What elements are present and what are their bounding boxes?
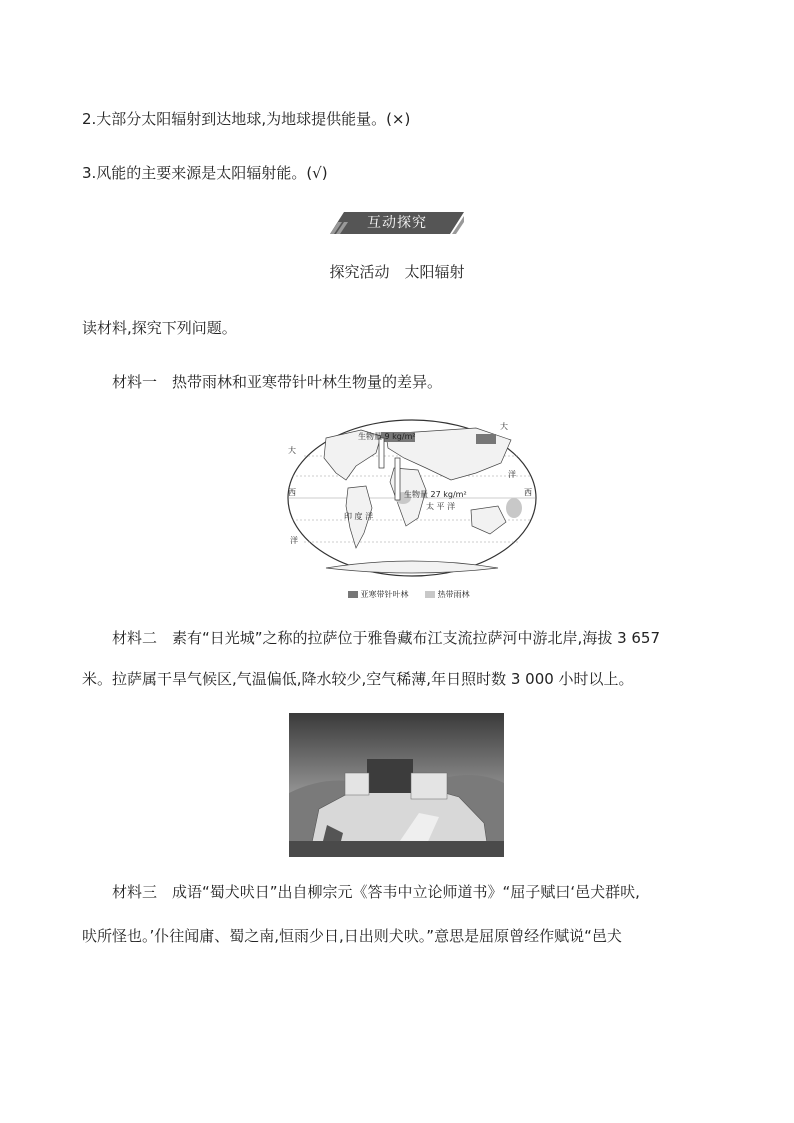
legend-conifer-label: 亚寒带针叶林 [360,590,409,599]
world-map-figure [286,418,539,604]
legend-conifer-swatch [348,591,358,598]
biomass-rainforest-label: 生物量 27 kg/m² [404,490,467,499]
section-banner-label: 互动探究 [367,215,427,231]
ocean-label-1: 大 [288,446,296,455]
biomass-conifer-label: 生物量 9 kg/m² [358,432,416,441]
ocean-label-7: 洋 [508,470,516,479]
potala-palace-illustration [289,713,504,857]
ocean-label-5: 太 平 洋 [426,502,456,511]
conifer-region-eurasia [476,434,496,444]
material-2-line-2: 米。拉萨属干旱气候区,气温偏低,降水较少,空气稀薄,年日照时数 3 000 小时以上。 [82,670,634,688]
activity-title: 探究活动 太阳辐射 [329,263,465,281]
instruction: 读材料,探究下列问题。 [82,319,237,337]
statement-3: 3.风能的主要来源是太阳辐射能。(√) [82,164,328,182]
rainforest-region-amazon [506,498,522,518]
potala-palace-photo [289,713,504,857]
ocean-label-4: 印 度 洋 [344,512,374,521]
legend-rainforest-swatch [425,591,435,598]
ocean-label-2: 西 [288,488,296,497]
ocean-label-8: 西 [524,488,532,497]
section-banner [330,212,464,234]
statement-2: 2.大部分太阳辐射到达地球,为地球提供能量。(×) [82,110,411,128]
material-3-line-1: 材料三 成语“蜀犬吠日”出自柳宗元《答韦中立论师道书》“屈子赋曰‘邑犬群吠, [112,883,640,901]
material-2-line-1: 材料二 素有“日光城”之称的拉萨位于雅鲁藏布江支流拉萨河中游北岸,海拔 3 657 [112,629,661,647]
ocean-label-6: 大 [500,422,508,431]
world-biomass-map [286,418,539,604]
material-3-line-2: 吠所怪也。’仆往闻庸、蜀之南,恒雨少日,日出则犬吠。”意思是屈原曾经作赋说“邑犬 [82,927,622,945]
ocean-label-3: 洋 [290,536,298,545]
legend-rainforest-label: 热带雨林 [437,590,470,599]
map-legend [348,590,470,600]
material-1: 材料一 热带雨林和亚寒带针叶林生物量的差异。 [112,373,443,391]
